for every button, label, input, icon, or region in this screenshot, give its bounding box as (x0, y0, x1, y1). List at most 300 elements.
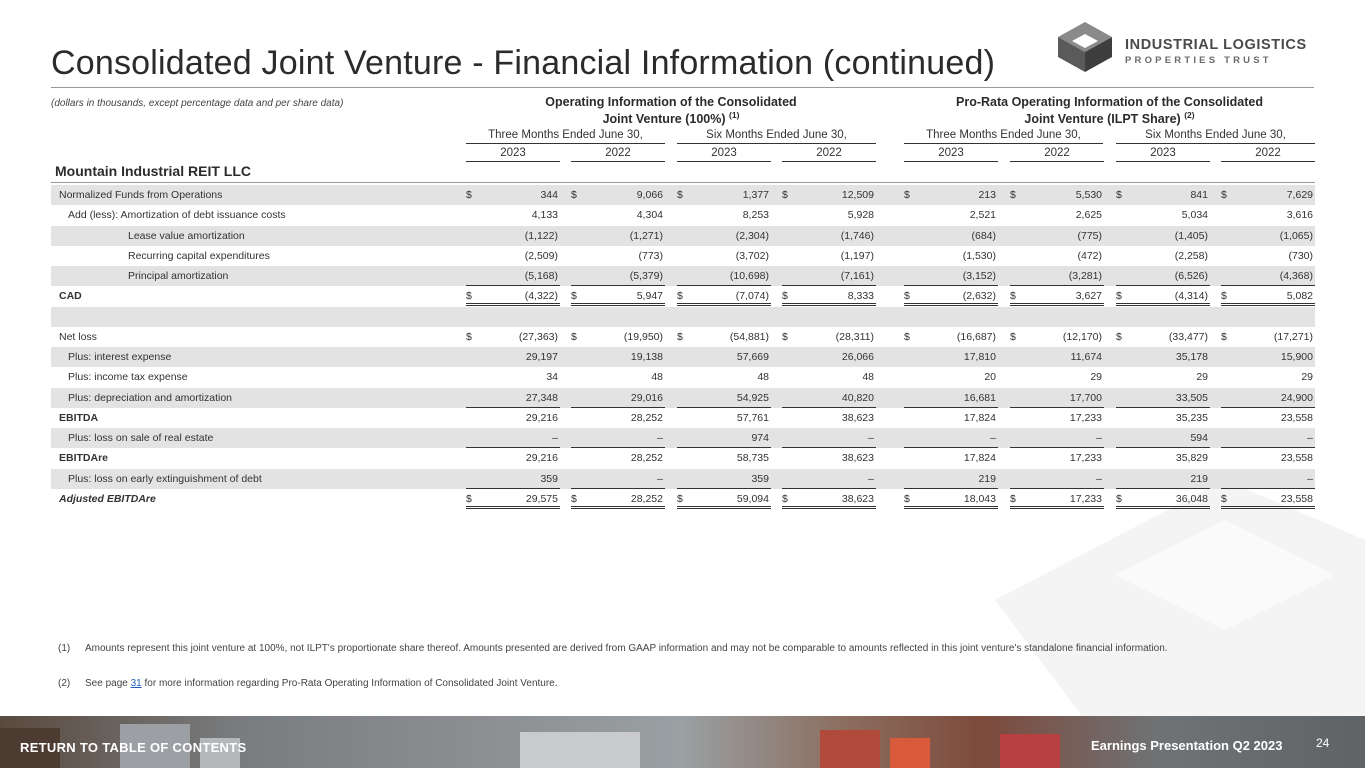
table-cell (571, 307, 665, 327)
table-cell (904, 367, 998, 387)
cell-value: 11,674 (1070, 351, 1102, 363)
table-cell (1221, 185, 1315, 205)
cell-value: (4,314) (1174, 290, 1208, 303)
cell-value: 29,016 (630, 391, 663, 404)
table-cell (571, 327, 665, 347)
table-cell (1010, 226, 1104, 246)
cell-value: 17,233 (1069, 411, 1102, 424)
table-cell (466, 489, 560, 509)
year-header: 2022 (1221, 146, 1315, 162)
cell-value: 2,521 (969, 209, 996, 222)
currency-symbol: $ (904, 189, 910, 201)
cell-value: 29 (1090, 371, 1102, 384)
cell-value: 23,558 (1280, 492, 1313, 505)
currency-symbol: $ (782, 290, 788, 303)
cell-value: 38,623 (841, 492, 874, 505)
table-cell (677, 185, 771, 205)
table-row (51, 469, 1315, 489)
year-header: 2023 (466, 146, 560, 162)
table-row (51, 448, 1315, 468)
table-cell (1221, 489, 1315, 509)
cell-value: (2,258) (1174, 249, 1208, 262)
cell-value: (27,363) (518, 330, 558, 343)
footnote-marker: (2) (58, 678, 71, 689)
cell-value: 2,625 (1075, 209, 1102, 222)
table-cell (571, 408, 665, 428)
cell-value: 23,558 (1280, 411, 1313, 424)
units-note: (dollars in thousands, except percentage data and per share data) (51, 98, 344, 109)
table-cell (782, 185, 876, 205)
cell-value: 48 (757, 371, 769, 384)
table-cell (466, 286, 560, 306)
row-label: Plus: income tax expense (68, 371, 188, 384)
cell-value: 28,252 (630, 452, 663, 465)
cell-value: (3,702) (735, 249, 769, 262)
currency-symbol: $ (1221, 492, 1227, 505)
footnote-marker: (1) (58, 643, 71, 654)
cell-value: 15,900 (1280, 351, 1313, 363)
cell-value: – (1307, 432, 1313, 444)
table-cell (904, 428, 998, 448)
cell-value: (7,074) (735, 290, 769, 303)
period-header: Three Months Ended June 30, (466, 128, 665, 144)
table-cell (677, 428, 771, 448)
table-row (51, 347, 1315, 367)
cell-value: 23,558 (1280, 452, 1313, 465)
cell-value: 219 (1190, 472, 1208, 485)
currency-symbol: $ (466, 492, 472, 505)
cell-value: 35,178 (1175, 351, 1208, 363)
table-cell (1116, 246, 1210, 266)
cell-value: 359 (540, 472, 558, 485)
currency-symbol: $ (677, 492, 683, 505)
presentation-label: Earnings Presentation Q2 2023 (1091, 738, 1283, 753)
page-number: 24 (1316, 736, 1330, 750)
cell-value: – (552, 432, 558, 444)
cell-value: 1,377 (742, 189, 769, 201)
table-cell (1221, 408, 1315, 428)
row-label: Add (less): Amortization of debt issuance costs (68, 209, 286, 222)
table-cell (466, 469, 560, 489)
table-cell (1221, 469, 1315, 489)
cell-value: 29,575 (525, 492, 558, 505)
cell-value: (4,368) (1279, 270, 1313, 282)
cell-value: (54,881) (729, 330, 769, 343)
table-row (51, 266, 1315, 286)
currency-symbol: $ (1116, 290, 1122, 303)
table-cell (904, 448, 998, 468)
cell-value: 17,700 (1069, 391, 1102, 404)
currency-symbol: $ (1116, 492, 1122, 505)
table-cell (1116, 266, 1210, 286)
cell-value: – (1307, 472, 1313, 485)
table-cell (677, 448, 771, 468)
table-cell (1010, 367, 1104, 387)
currency-symbol: $ (1010, 330, 1016, 343)
cell-value: 33,505 (1175, 391, 1208, 404)
cell-value: (10,698) (729, 270, 769, 282)
year-header: 2022 (1010, 146, 1104, 162)
table-cell (677, 246, 771, 266)
page-link[interactable]: 31 (130, 678, 142, 689)
cell-value: 19,138 (630, 351, 663, 363)
table-cell (466, 448, 560, 468)
table-cell (1010, 185, 1104, 205)
table-cell (1116, 408, 1210, 428)
table-cell (904, 469, 998, 489)
cell-value: 17,233 (1069, 492, 1102, 505)
cell-value: 3,616 (1286, 209, 1313, 222)
table-cell (782, 428, 876, 448)
year-header: 2023 (904, 146, 998, 162)
table-cell (677, 286, 771, 306)
cell-value: 12,509 (841, 189, 874, 201)
table-cell (1010, 205, 1104, 225)
table-row (51, 185, 1315, 205)
table-cell (1221, 327, 1315, 347)
cell-value: (16,687) (956, 330, 996, 343)
table-cell (782, 469, 876, 489)
table-cell (1221, 205, 1315, 225)
cell-value: (1,271) (629, 229, 663, 242)
currency-symbol: $ (904, 290, 910, 303)
table-cell (466, 388, 560, 408)
cell-value: 28,252 (630, 411, 663, 424)
currency-symbol: $ (1010, 189, 1016, 201)
cell-value: 59,094 (736, 492, 769, 505)
table-cell (1116, 327, 1210, 347)
cell-value: 29,216 (525, 452, 558, 465)
table-cell (1221, 347, 1315, 367)
table-cell (1010, 469, 1104, 489)
table-cell (1221, 266, 1315, 286)
cell-value: – (1096, 432, 1102, 444)
table-cell (677, 307, 771, 327)
cell-value: 5,928 (847, 209, 874, 222)
cell-value: 5,034 (1181, 209, 1208, 222)
table-cell (571, 347, 665, 367)
footer-photo-block (520, 732, 640, 768)
table-cell (571, 205, 665, 225)
table-cell (1221, 307, 1315, 327)
table-cell (782, 205, 876, 225)
cell-value: (5,379) (629, 270, 663, 282)
cell-value: 28,252 (630, 492, 663, 505)
cell-value: (1,746) (840, 229, 874, 242)
table-cell (466, 367, 560, 387)
table-cell (904, 185, 998, 205)
footnote-2 (58, 677, 1278, 693)
cell-value: (730) (1288, 249, 1313, 262)
table-cell (904, 307, 998, 327)
cell-value: 17,810 (963, 351, 996, 363)
footer-photo-block (820, 730, 880, 768)
group-header-pro-rata: Pro-Rata Operating Information of the Consolidated Joint Venture (ILPT Share) $^{(2)}$ (956, 95, 1263, 127)
table-cell (904, 266, 998, 286)
table-cell (904, 205, 998, 225)
cell-value: (33,477) (1168, 330, 1208, 343)
row-label: Plus: loss on sale of real estate (68, 432, 214, 444)
row-label: EBITDAre (59, 452, 109, 465)
row-label: Plus: depreciation and amortization (68, 391, 233, 404)
currency-symbol: $ (466, 290, 472, 303)
row-label: Principal amortization (128, 270, 229, 282)
table-cell (1010, 266, 1104, 286)
period-header: Six Months Ended June 30, (1116, 128, 1315, 144)
table-cell (782, 388, 876, 408)
table-row (51, 205, 1315, 225)
table-cell (466, 347, 560, 367)
table-cell (1010, 489, 1104, 509)
cell-value: 3,627 (1075, 290, 1102, 303)
cell-value: 359 (751, 472, 769, 485)
cell-value: 40,820 (841, 391, 874, 404)
table-cell (904, 489, 998, 509)
table-cell (1010, 307, 1104, 327)
cell-value: – (990, 432, 996, 444)
return-to-toc-link[interactable]: RETURN TO TABLE OF CONTENTS (20, 740, 247, 755)
currency-symbol: $ (782, 492, 788, 505)
table-cell (782, 307, 876, 327)
cell-value: 16,681 (963, 391, 996, 404)
cell-value: – (1096, 472, 1102, 485)
table-cell (1010, 448, 1104, 468)
cell-value: 213 (978, 189, 996, 201)
cell-value: 18,043 (963, 492, 996, 505)
table-cell (782, 367, 876, 387)
cell-value: 17,824 (963, 411, 996, 424)
group-header-consolidated: Operating Information of the Consolidated Joint Venture (100%) $^{(1)}$ (545, 95, 797, 127)
year-header: 2023 (677, 146, 771, 162)
table-cell (1116, 448, 1210, 468)
table-cell (1221, 226, 1315, 246)
footer-photo-block (890, 738, 930, 768)
table-row (51, 408, 1315, 428)
table-cell (677, 205, 771, 225)
table-cell (677, 266, 771, 286)
table-cell (1221, 286, 1315, 306)
table-cell (1116, 307, 1210, 327)
cube-logo-icon (1054, 20, 1116, 74)
cell-value: (6,526) (1174, 270, 1208, 282)
table-cell (1010, 408, 1104, 428)
table-cell (1010, 246, 1104, 266)
table-cell (571, 489, 665, 509)
footnote-text: Amounts represent this joint venture at 100%, not ILPT's proportionate share thereof. Amounts presented are derived from GAAP information and may not be comparable to amounts reflected in this joint venture's standalone financial information. (85, 643, 1168, 654)
table-cell (677, 347, 771, 367)
cell-value: 48 (651, 371, 663, 384)
cell-value: 35,829 (1175, 452, 1208, 465)
table-cell (466, 205, 560, 225)
table-cell (1116, 367, 1210, 387)
cell-value: (2,304) (735, 229, 769, 242)
table-cell (1116, 226, 1210, 246)
cell-value: 34 (546, 371, 558, 384)
table-cell (904, 286, 998, 306)
row-label: EBITDA (59, 411, 99, 424)
cell-value: (1,405) (1174, 229, 1208, 242)
table-cell (1010, 327, 1104, 347)
table-cell (571, 185, 665, 205)
table-cell (466, 185, 560, 205)
table-cell (904, 347, 998, 367)
cell-value: 17,824 (963, 452, 996, 465)
table-cell (1221, 388, 1315, 408)
table-cell (1116, 286, 1210, 306)
row-label: Lease value amortization (128, 229, 245, 242)
table-cell (782, 246, 876, 266)
cell-value: 9,066 (636, 189, 663, 201)
footnote-1 (58, 642, 1278, 672)
table-cell (1116, 185, 1210, 205)
currency-symbol: $ (1010, 290, 1016, 303)
cell-value: 54,925 (736, 391, 769, 404)
table-cell (677, 408, 771, 428)
cell-value: 29,216 (525, 411, 558, 424)
table-cell (466, 307, 560, 327)
cell-value: (28,311) (835, 330, 874, 343)
table-cell (677, 489, 771, 509)
row-label: Normalized Funds from Operations (59, 189, 223, 201)
cell-value: 24,900 (1280, 391, 1313, 404)
cell-value: 4,304 (636, 209, 663, 222)
cell-value: 35,235 (1175, 411, 1208, 424)
cell-value: 38,623 (841, 452, 874, 465)
table-cell (1010, 286, 1104, 306)
cell-value: (1,197) (840, 249, 874, 262)
table-row (51, 246, 1315, 266)
year-header: 2022 (782, 146, 876, 162)
cell-value: 5,082 (1286, 290, 1313, 303)
cell-value: 57,669 (736, 351, 769, 363)
currency-symbol: $ (904, 330, 910, 343)
table-cell (571, 469, 665, 489)
cell-value: (1,530) (962, 249, 996, 262)
currency-symbol: $ (1221, 290, 1227, 303)
cell-value: – (657, 472, 663, 485)
row-label: Net loss (59, 330, 97, 343)
cell-value: 5,530 (1075, 189, 1102, 201)
currency-symbol: $ (782, 330, 788, 343)
table-cell (904, 388, 998, 408)
row-label: CAD (59, 290, 82, 303)
table-row (51, 367, 1315, 387)
cell-value: 594 (1190, 432, 1208, 444)
year-header: 2022 (571, 146, 665, 162)
table-cell (1116, 469, 1210, 489)
table-cell (1221, 367, 1315, 387)
cell-value: – (868, 472, 874, 485)
table-cell (466, 428, 560, 448)
table-cell (677, 388, 771, 408)
table-cell (1221, 246, 1315, 266)
table-cell (466, 408, 560, 428)
table-cell (571, 428, 665, 448)
table-cell (904, 327, 998, 347)
table-cell (1010, 388, 1104, 408)
footer-banner (0, 716, 1365, 768)
row-label: Adjusted EBITDAre (59, 492, 156, 505)
table-cell (466, 327, 560, 347)
cell-value: 29,197 (525, 351, 558, 363)
row-label: Plus: loss on early extinguishment of debt (68, 472, 262, 485)
page-title: Consolidated Joint Venture - Financial Information (continued) (51, 44, 996, 82)
cell-value: 344 (540, 189, 558, 201)
table-cell (571, 388, 665, 408)
currency-symbol: $ (1010, 492, 1016, 505)
period-header: Three Months Ended June 30, (904, 128, 1103, 144)
table-row (51, 307, 1315, 327)
table-cell (782, 266, 876, 286)
section-divider (51, 182, 1315, 183)
table-cell (782, 347, 876, 367)
cell-value: – (868, 432, 874, 444)
cell-value: 8,333 (847, 290, 874, 303)
cell-value: (2,632) (962, 290, 996, 303)
table-row (51, 489, 1315, 509)
cell-value: (3,281) (1068, 270, 1102, 282)
row-label: Recurring capital expenditures (128, 249, 270, 262)
currency-symbol: $ (677, 290, 683, 303)
cell-value: (775) (1077, 229, 1102, 242)
table-cell (1116, 347, 1210, 367)
currency-symbol: $ (1116, 330, 1122, 343)
footnote-text: for more information regarding Pro-Rata Operating Information of Consolidated Joint Venture. (141, 678, 558, 689)
table-cell (1116, 428, 1210, 448)
cell-value: (17,271) (1273, 330, 1313, 343)
currency-symbol: $ (904, 492, 910, 505)
currency-symbol: $ (782, 189, 788, 201)
table-cell (1116, 388, 1210, 408)
logo-text-primary: INDUSTRIAL LOGISTICS (1125, 37, 1307, 53)
table-row (51, 327, 1315, 347)
currency-symbol: $ (466, 330, 472, 343)
section-title: Mountain Industrial REIT LLC (55, 163, 251, 179)
table-cell (1116, 489, 1210, 509)
year-header: 2023 (1116, 146, 1210, 162)
table-row (51, 388, 1315, 408)
table-cell (677, 327, 771, 347)
cell-value: 219 (978, 472, 996, 485)
cell-value: (19,950) (623, 330, 663, 343)
table-cell (1010, 347, 1104, 367)
cell-value: 17,233 (1069, 452, 1102, 465)
cell-value: 57,761 (736, 411, 769, 424)
cell-value: (12,170) (1062, 330, 1102, 343)
period-header: Six Months Ended June 30, (677, 128, 876, 144)
cell-value: 36,048 (1175, 492, 1208, 505)
footnote-text: See page (85, 678, 131, 689)
cell-value: (5,168) (524, 270, 558, 282)
cell-value: 27,348 (525, 391, 558, 404)
cell-value: 974 (751, 432, 769, 444)
cell-value: (1,065) (1279, 229, 1313, 242)
cell-value: 4,133 (531, 209, 558, 222)
currency-symbol: $ (571, 189, 577, 201)
cell-value: 48 (862, 371, 874, 384)
cell-value: (773) (638, 249, 663, 262)
logo-text-secondary: PROPERTIES TRUST (1125, 55, 1272, 66)
footer-photo-block (1000, 734, 1060, 768)
table-row (51, 286, 1315, 306)
cell-value: 38,623 (841, 411, 874, 424)
cell-value: (1,122) (524, 229, 558, 242)
table-cell (571, 246, 665, 266)
cell-value: (2,509) (524, 249, 558, 262)
table-cell (571, 226, 665, 246)
cell-value: – (657, 432, 663, 444)
cell-value: 26,066 (841, 351, 874, 363)
